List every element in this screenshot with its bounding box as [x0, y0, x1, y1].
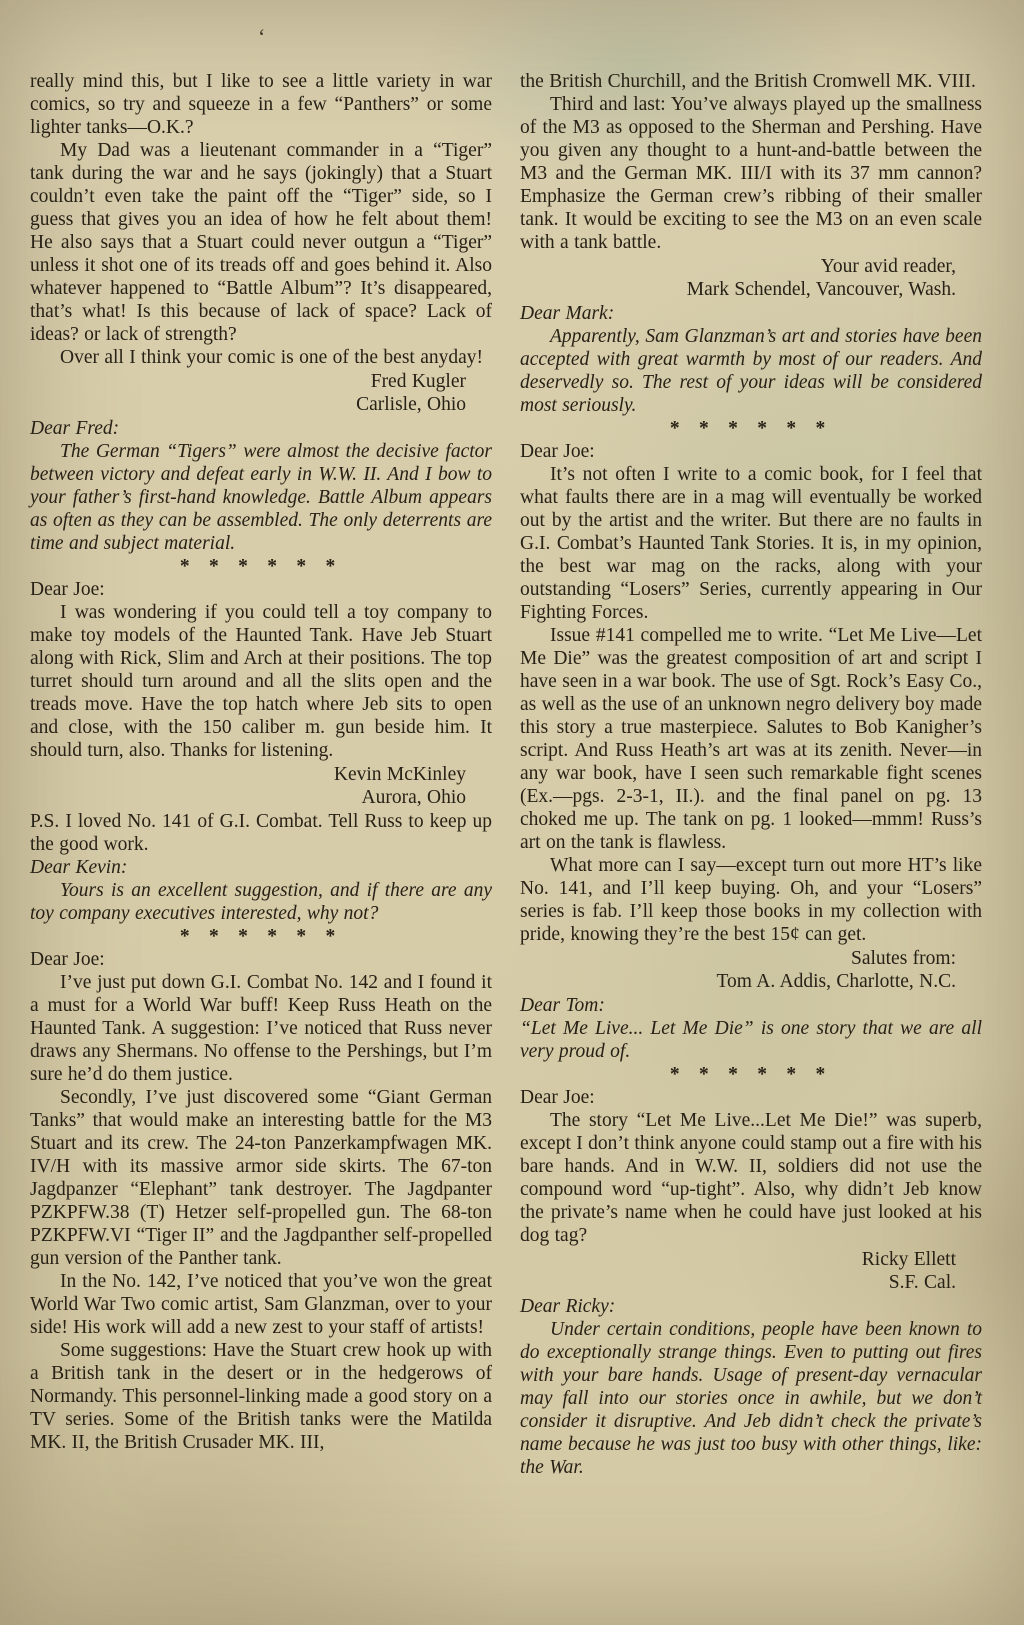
separator: * * * * * *	[669, 1064, 833, 1085]
signature-line: Your avid reader,	[820, 256, 956, 277]
reply: Under certain conditions, people have been known to do exceptionally strange things. Even to putting out fires with your bare hands. Usage of present-day vernacular may fall into our stories once in awhile, but we don’t consider it disruptive. And Jeb didn’t check the private’s name because he was just too busy with other things, like: the War.	[520, 1319, 982, 1478]
paragraph: The story “Let Me Live...Let Me Die!” was superb, except I don’t think anyone could stamp out a fire with his bare hands. And in W.W. II, soldiers did not use the compound word “up-tight”. Also, why didn’t Jeb know the private’s name when he could have just looked at his dog tag?	[520, 1110, 982, 1246]
signature-line: Mark Schendel, Vancouver, Wash.	[686, 279, 956, 300]
paragraph: P.S. I loved No. 141 of G.I. Combat. Tell Russ to keep up the good work.	[30, 811, 492, 855]
signature-line: Carlisle, Ohio	[356, 394, 466, 415]
paragraph: My Dad was a lieutenant commander in a “Tiger” tank during the war and he says (jokingly) that a Stuart couldn’t even take the paint off the “Tiger” side, so I guess that gives you an idea of how he felt about them! He also says that a Stuart could never outgun a “Tiger” unless it shot one of its treads off and goes behind it. Also whatever happened to “Battle Album”? It’s disappeared, that’s what! Is this because of lack of space? Lack of ideas? or lack of strength?	[30, 140, 492, 345]
signature-line: Tom A. Addis, Charlotte, N.C.	[716, 971, 956, 992]
reply: “Let Me Live... Let Me Die” is one story that we are all very proud of.	[520, 1018, 982, 1062]
paragraph: Third and last: You’ve always played up the smallness of the M3 as opposed to the Sherman and Pershing. Have you given any thought to a hunt-and-battle between the M3 and the German MK. III/I with its 37 mm cannon? Emphasize the German crew’s ribbing of their smaller tank. It would be exciting to see the M3 on an even scale with a tank battle.	[520, 94, 982, 253]
paragraph: I was wondering if you could tell a toy company to make toy models of the Haunted Tank. Have Jeb Stuart along with Rick, Slim and Arch at their positions. The top turret should turn around and all the slits open and the treads move. Have the top hatch where Jeb sits to open and close, with the 150 caliber m. gun beside him. It should turn, also. Thanks for listening.	[30, 602, 492, 761]
paragraph: It’s not often I write to a comic book, for I feel that what faults there are in a mag will eventually be worked out by the artist and the writer. But there are no faults in G.I. Combat’s Haunted Tank Stories. It is, in my opinion, the best war mag on the racks, along with your outstanding “Losers” Series, currently appearing in Our Fighting Forces.	[520, 464, 982, 623]
paragraph: What more can I say—except turn out more HT’s like No. 141, and I’ll keep buying. Oh, and your “Losers” series is fab. I’ll keep those books in my collection with pride, knowing they’re the best 15¢ can get.	[520, 855, 982, 945]
paragraph: In the No. 142, I’ve noticed that you’ve won the great World War Two comic artist, Sam Glanzman, over to your side! His work will add a new zest to your staff of artists!	[30, 1271, 492, 1338]
separator: * * * * * *	[669, 418, 833, 439]
separator: * * * * * *	[179, 556, 343, 577]
signature-line: Fred Kugler	[370, 371, 466, 392]
signature-line: Ricky Ellett	[861, 1249, 956, 1270]
salutation: Dear Joe:	[520, 441, 595, 462]
salutation: Dear Joe:	[30, 949, 105, 970]
signature	[30, 370, 492, 416]
signature-line: Aurora, Ohio	[361, 787, 466, 808]
signature	[520, 947, 982, 993]
reply: Apparently, Sam Glanzman’s art and stories have been accepted with great warmth by most of our readers. And deservedly so. The rest of your ideas will be considered most seriously.	[520, 326, 982, 416]
signature-line: Salutes from:	[850, 948, 956, 969]
salutation: Dear Mark:	[520, 303, 615, 324]
paragraph: Secondly, I’ve just discovered some “Giant German Tanks” that would make an interesting battle for the M3 Stuart and its crew. The 24-ton Panzerkampfwagen MK. IV/H with its massive armor side skirts. The 67-ton Jagdpanzer “Elephant” tank destroyer. The Jagdpanter PZKPFW.38 (T) Hetzer self-propelled gun. The 68-ton PZKPFW.VI “Tiger II” and the Jagdpanther self-propelled gun version of the Panther tank.	[30, 1087, 492, 1269]
salutation: Dear Joe:	[30, 579, 105, 600]
paragraph: Issue #141 compelled me to write. “Let Me Live—Let Me Die” was the greatest composition of art and script I have seen in a war book. The use of Sgt. Rock’s Easy Co., as well as the use of an unknown negro delivery boy made this story a true masterpiece. Salutes to Bob Kanigher’s script. And Russ Heath’s art was at its zenith. Never—in any war book, have I seen such remarkable fight scenes (Ex.—pgs. 2-3-1, II.). and the final panel on pg. 13 choked me up. The tank on pg. 1 looked—mmm! Russ’s art on the tank is flawless.	[520, 625, 982, 853]
reply: The German “Tigers” were almost the decisive factor between victory and defeat early in W.W. II. And I bow to your father’s first-hand knowledge. Battle Album appears as often as they can be assembled. The only deterrents are time and subject material.	[30, 441, 492, 554]
signature	[30, 763, 492, 809]
paragraph: the British Churchill, and the British Cromwell MK. VIII.	[520, 71, 976, 92]
reply: Yours is an excellent suggestion, and if there are any toy company executives interested, why not?	[30, 880, 492, 924]
paragraph: Some suggestions: Have the Stuart crew hook up with a British tank in the desert or in the hedgerows of Normandy. This personnel-linking made a good story on a TV series. Some of the British tanks were the Matilda MK. II, the British Crusader MK. III,	[30, 1340, 492, 1453]
signature	[520, 255, 982, 301]
paragraph: I’ve just put down G.I. Combat No. 142 and I found it a must for a World War buff! Keep Russ Heath on the Haunted Tank. A suggestion: I’ve noticed that Russ never draws any Shermans. No offense to the Pershings, but I’m sure he’d do them justice.	[30, 972, 492, 1085]
signature	[520, 1248, 982, 1294]
paragraph: really mind this, but I like to see a little variety in war comics, so try and squeeze in a few “Panthers” or some lighter tanks—O.K.?	[30, 71, 492, 138]
left-column	[30, 70, 492, 1479]
salutation: Dear Fred:	[30, 418, 120, 439]
salutation: Dear Joe:	[520, 1087, 595, 1108]
salutation: Dear Kevin:	[30, 857, 128, 878]
paragraph: Over all I think your comic is one of the best anyday!	[60, 347, 484, 368]
salutation: Dear Tom:	[520, 995, 605, 1016]
right-column	[520, 70, 982, 1479]
separator: * * * * * *	[179, 926, 343, 947]
signature-line: Kevin McKinley	[333, 764, 466, 785]
scan-artifact-tick: ‘	[258, 24, 266, 49]
signature-line: S.F. Cal.	[888, 1272, 956, 1293]
salutation: Dear Ricky:	[520, 1296, 616, 1317]
